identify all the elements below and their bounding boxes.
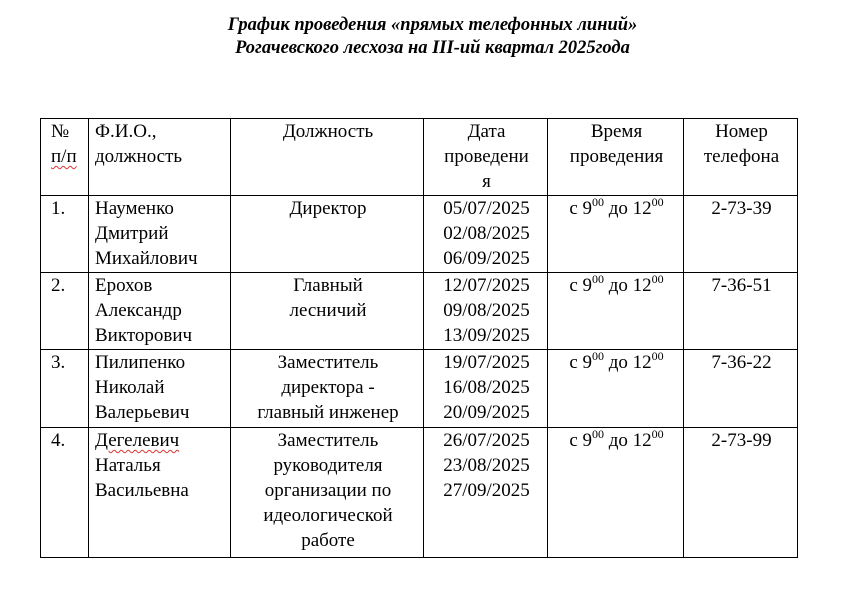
header-fio-line: Ф.И.О., [95, 121, 157, 142]
time-text [554, 196, 679, 221]
time-prefix: с 9 [569, 198, 592, 219]
fio-line: Валерьевич [95, 402, 190, 423]
time-sup: 00 [651, 427, 664, 441]
header-date-line: проведени [444, 146, 529, 167]
title-line-1: График проведения «прямых телефонных линий» [227, 15, 638, 35]
row-num [41, 273, 89, 350]
position-line: главный инженер [257, 402, 399, 423]
header-date-line: Дата [467, 121, 506, 142]
fio-line: Пилипенко [95, 352, 186, 373]
row-num-text: 3. [51, 352, 66, 373]
row-time [548, 350, 684, 428]
row-fio [89, 428, 231, 558]
fio-line: Михайлович [95, 248, 198, 269]
row-position [231, 350, 424, 428]
time-prefix: с 9 [569, 352, 592, 373]
header-time-line: Время [590, 121, 643, 142]
row-num [41, 428, 89, 558]
date-line: 26/07/2025 [443, 430, 530, 451]
row-position [231, 273, 424, 350]
row-num-text: 1. [51, 198, 66, 219]
position-line: лесничий [289, 300, 367, 321]
row-time [548, 428, 684, 558]
fio-line: Викторович [95, 325, 193, 346]
position-line: работе [301, 530, 355, 551]
date-line: 23/08/2025 [443, 455, 530, 476]
document-title [0, 14, 850, 60]
fio-line: Николай [95, 377, 165, 398]
header-time [548, 119, 684, 196]
row-dates [424, 350, 548, 428]
date-line: 02/08/2025 [443, 223, 530, 244]
fio-line: Науменко [95, 198, 174, 219]
fio-line: Александр [95, 300, 182, 321]
row-phone [684, 273, 798, 350]
row-position [231, 196, 424, 273]
position-line: Директор [289, 198, 367, 219]
time-middle: до 12 [604, 430, 652, 451]
date-line: 16/08/2025 [443, 377, 530, 398]
header-position-line: Должность [282, 121, 374, 142]
phone-text: 7-36-51 [711, 275, 772, 296]
phone-text: 7-36-22 [711, 352, 772, 373]
date-line: 19/07/2025 [443, 352, 530, 373]
header-num [41, 119, 89, 196]
schedule-table [40, 118, 798, 558]
header-row [41, 119, 798, 196]
table-row [41, 196, 798, 273]
row-fio [89, 196, 231, 273]
row-position [231, 428, 424, 558]
position-line: руководителя [273, 455, 383, 476]
row-num-text: 4. [51, 430, 66, 451]
phone-text: 2-73-39 [711, 198, 772, 219]
row-dates [424, 273, 548, 350]
header-time-line: проведения [569, 146, 664, 167]
row-num-text: 2. [51, 275, 66, 296]
position-line: организации по [264, 480, 392, 501]
time-sup: 00 [592, 349, 604, 363]
date-line: 13/09/2025 [443, 325, 530, 346]
table-row [41, 350, 798, 428]
row-dates [424, 428, 548, 558]
time-sup: 00 [592, 427, 604, 441]
fio-line: Васильевна [95, 480, 189, 501]
date-line: 09/08/2025 [443, 300, 530, 321]
header-phone [684, 119, 798, 196]
date-line: 05/07/2025 [443, 198, 530, 219]
time-text [554, 350, 679, 375]
time-text [554, 428, 679, 453]
row-time [548, 196, 684, 273]
time-sup: 00 [651, 195, 664, 209]
time-middle: до 12 [604, 275, 652, 296]
table-row [41, 273, 798, 350]
header-num-line: п/п [51, 146, 77, 167]
table-row [41, 428, 798, 558]
time-middle: до 12 [604, 198, 652, 219]
position-line: идеологической [263, 505, 393, 526]
header-num-line: № [51, 121, 70, 142]
header-fio-line: должность [95, 146, 183, 167]
time-sup: 00 [651, 349, 664, 363]
time-sup: 00 [651, 272, 664, 286]
time-prefix: с 9 [569, 430, 592, 451]
header-phone-line: телефона [703, 146, 780, 167]
row-phone [684, 428, 798, 558]
date-line: 12/07/2025 [443, 275, 530, 296]
header-phone-line: Номер [715, 121, 768, 142]
header-fio [89, 119, 231, 196]
header-date-line: я [482, 171, 491, 192]
time-sup: 00 [592, 272, 604, 286]
fio-line: Дмитрий [95, 223, 169, 244]
fio-line: Дегелевич [95, 430, 180, 451]
row-phone [684, 196, 798, 273]
date-line: 20/09/2025 [443, 402, 530, 423]
row-dates [424, 196, 548, 273]
row-time [548, 273, 684, 350]
header-position [231, 119, 424, 196]
row-fio [89, 273, 231, 350]
position-line: Заместитель [277, 430, 379, 451]
phone-text: 2-73-99 [711, 430, 772, 451]
position-line: Главный [293, 275, 363, 296]
position-line: Заместитель [277, 352, 379, 373]
title-line-2: Рогачевского лесхоза на III-ий квартал 2025года [235, 38, 630, 58]
date-line: 06/09/2025 [443, 248, 530, 269]
fio-line: Ерохов [95, 275, 153, 296]
row-fio [89, 350, 231, 428]
header-date [424, 119, 548, 196]
time-prefix: с 9 [569, 275, 592, 296]
date-line: 27/09/2025 [443, 480, 530, 501]
position-line: директора - [281, 377, 375, 398]
time-sup: 00 [592, 195, 604, 209]
time-middle: до 12 [604, 352, 652, 373]
row-num [41, 350, 89, 428]
row-phone [684, 350, 798, 428]
row-num [41, 196, 89, 273]
time-text [554, 273, 679, 298]
fio-line: Наталья [95, 455, 161, 476]
